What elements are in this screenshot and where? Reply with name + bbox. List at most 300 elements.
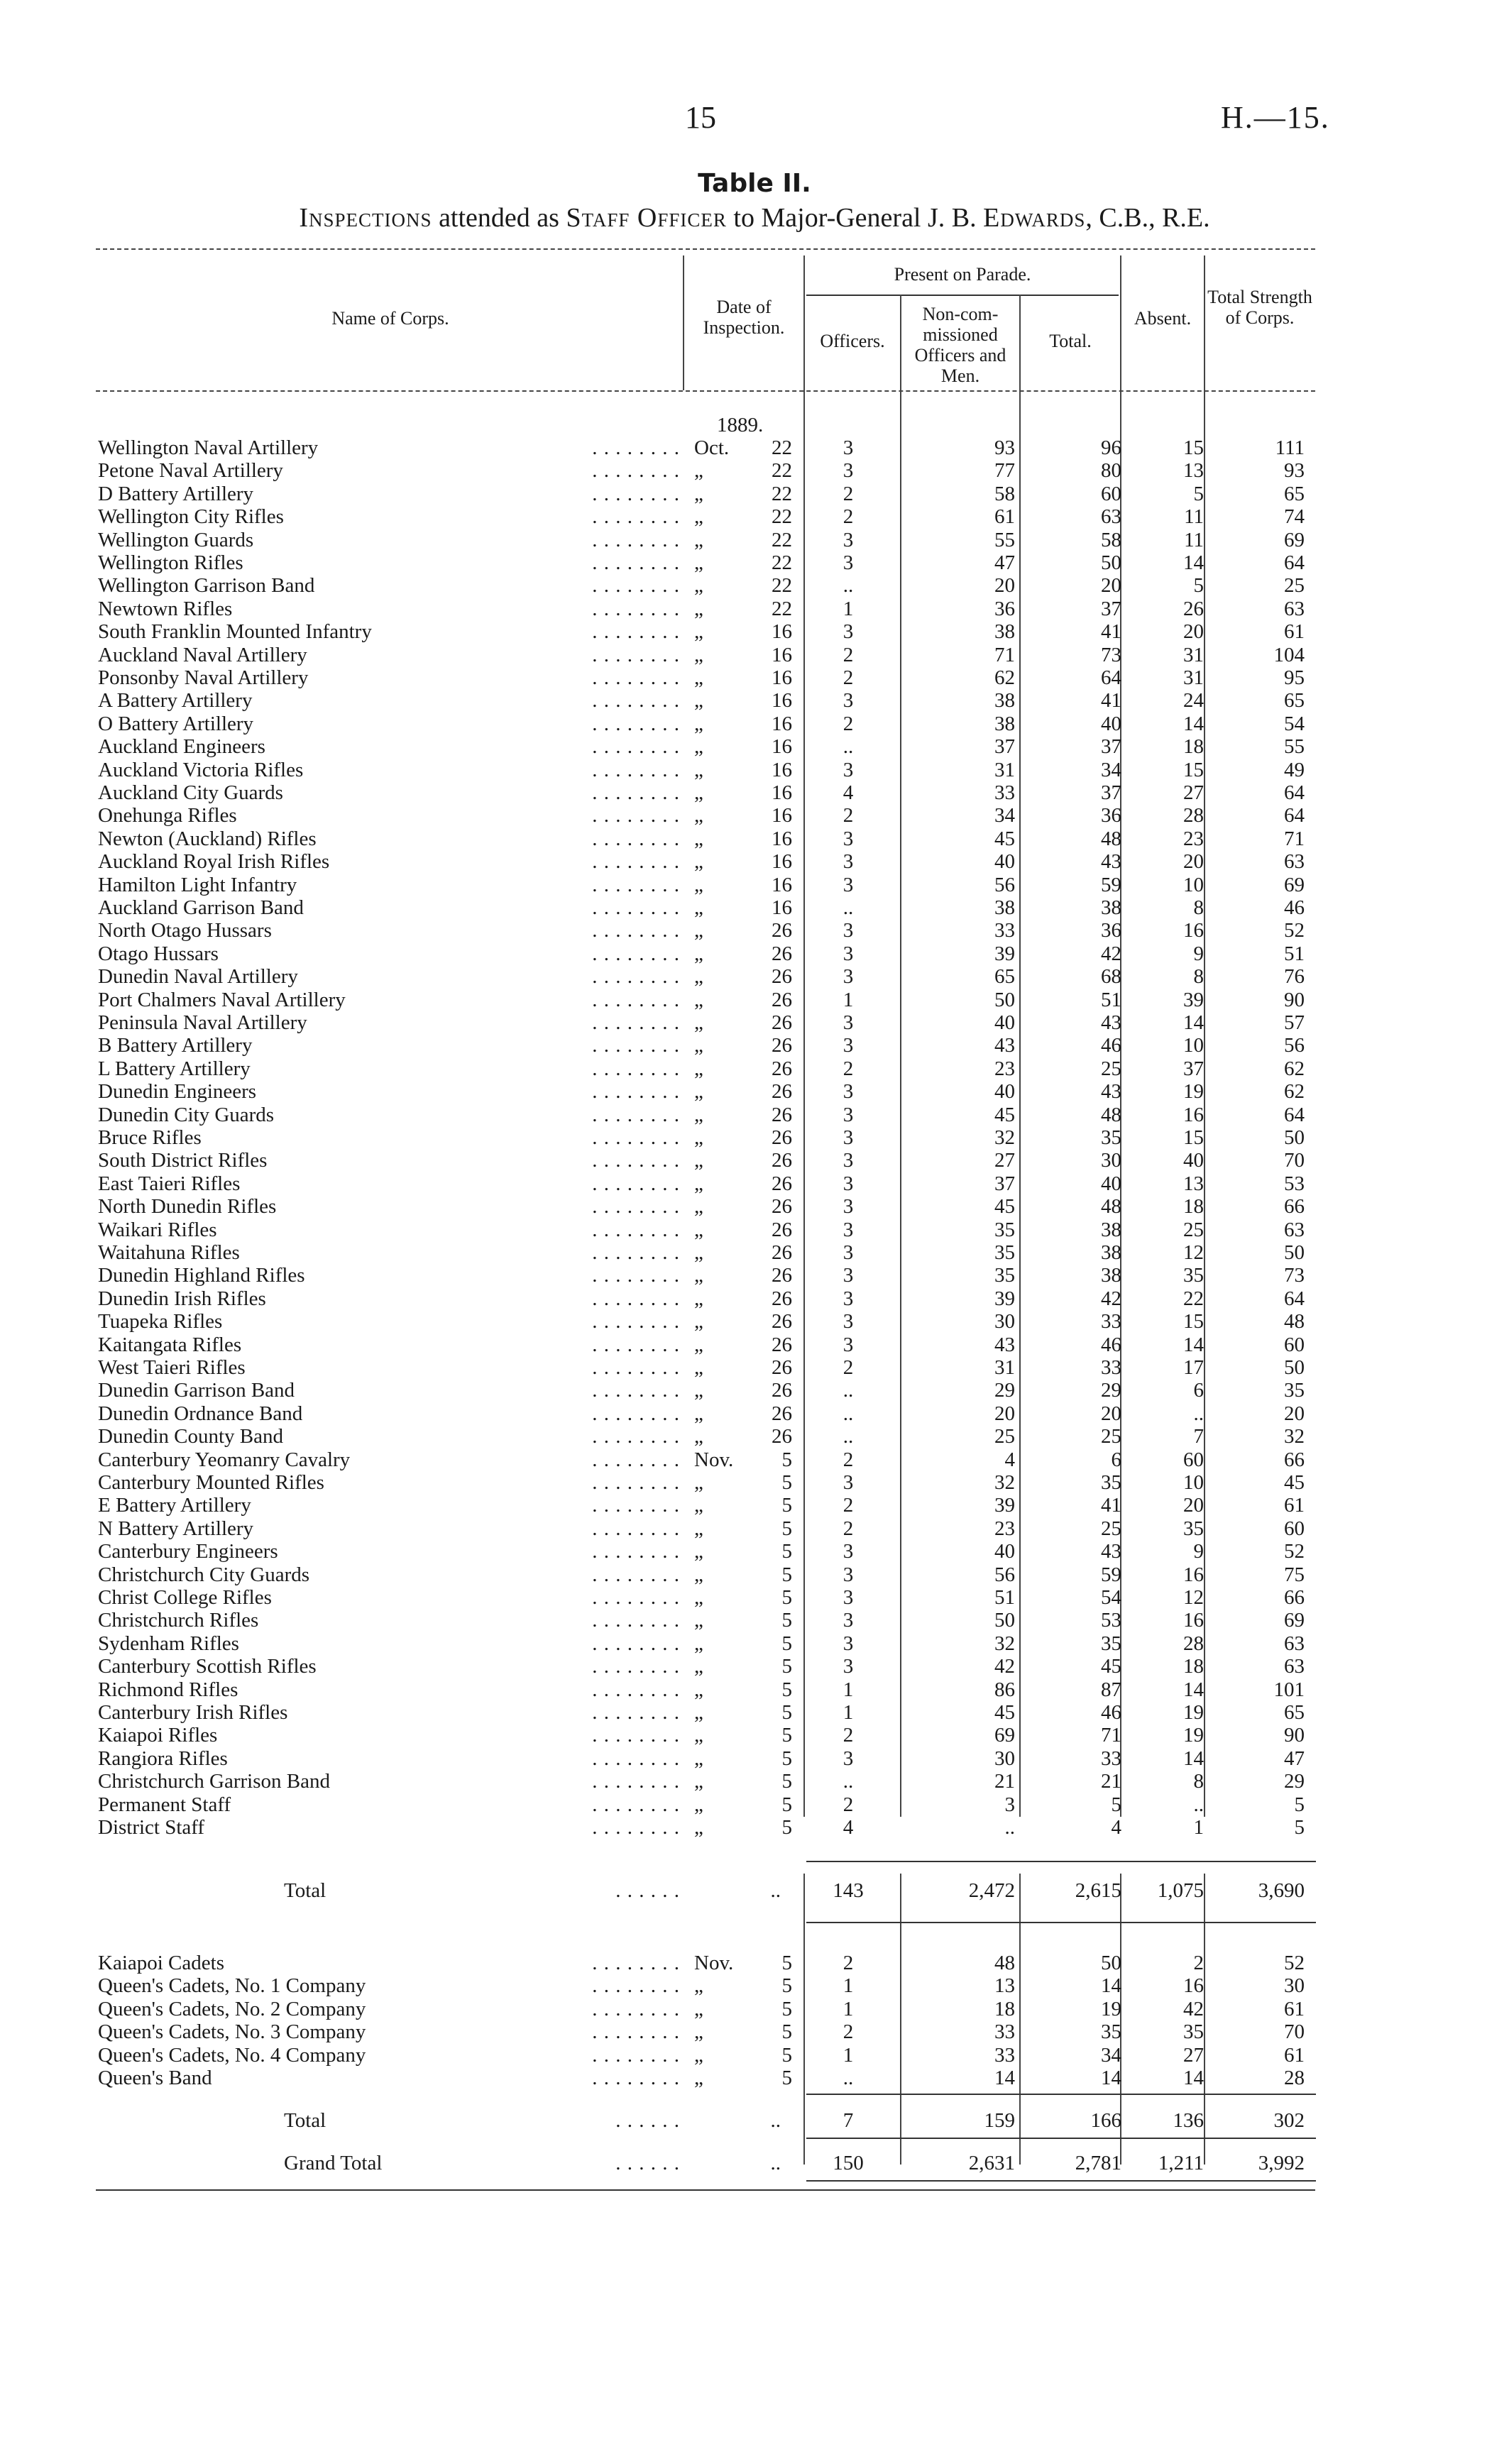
total-value: 58 (1101, 528, 1121, 551)
leader-dots: . . . . . . . . (592, 781, 680, 804)
inspection-day: 16 (772, 827, 792, 850)
absent-value: 40 (1183, 1149, 1204, 1172)
officers-value: 3 (843, 1747, 854, 1770)
strength-value: 46 (1284, 896, 1305, 919)
inspection-day: 26 (772, 1034, 792, 1057)
officers-value: 2 (843, 666, 854, 689)
inspection-day: 16 (772, 758, 792, 781)
officers-value: 3 (843, 1632, 854, 1655)
nco-value: 39 (994, 1494, 1015, 1517)
table-row (0, 1494, 1509, 1517)
total-value: 87 (1101, 1678, 1121, 1701)
corps-name: Permanent Staff (98, 1793, 235, 1816)
total-value: 4 (1111, 1816, 1121, 1839)
nco-value: 21 (994, 1770, 1015, 1793)
officers-value: 3 (843, 1540, 854, 1563)
absent-value: 14 (1183, 712, 1204, 735)
officers-value: 3 (843, 1310, 854, 1333)
table-row (0, 1356, 1509, 1379)
inspection-day: 26 (772, 1356, 792, 1379)
table-row (0, 1701, 1509, 1724)
inspection-day: 5 (781, 1770, 792, 1793)
officers-value: 3 (843, 850, 854, 874)
strength-value: 65 (1284, 1701, 1305, 1724)
absent-value: 26 (1183, 597, 1204, 620)
officers-value: 2 (843, 482, 854, 505)
officers-value: .. (843, 1379, 854, 1402)
absent-value: 17 (1183, 1356, 1204, 1379)
officers-value: 3 (843, 551, 854, 574)
inspection-month: „ (694, 2020, 703, 2044)
inspection-day: 26 (772, 1172, 792, 1195)
header-total: Total. (1049, 331, 1092, 351)
total-date: .. (770, 2109, 781, 2132)
corps-name: D Battery Artillery (98, 483, 258, 505)
corps-name: Auckland Naval Artillery (98, 644, 312, 666)
table-row (0, 1770, 1509, 1793)
strength-value: 101 (1273, 1678, 1305, 1701)
table-row (0, 1104, 1509, 1126)
strength-value: 61 (1284, 1494, 1305, 1517)
table-row (0, 505, 1509, 528)
nco-value: 20 (994, 574, 1015, 598)
absent-value: 18 (1183, 1655, 1204, 1678)
leader-dots: . . . . . . . . (592, 1425, 680, 1448)
strength-value: 95 (1284, 666, 1305, 689)
officers-value: 3 (843, 1034, 854, 1057)
table-row (0, 1793, 1509, 1816)
table-row (0, 919, 1509, 942)
inspection-month: „ (694, 873, 703, 896)
inspection-day: 26 (772, 988, 792, 1011)
subtitle-part: attended as (432, 203, 566, 233)
corps-name: B Battery Artillery (98, 1034, 256, 1057)
absent-value: 12 (1183, 1586, 1204, 1609)
nco-value: 34 (994, 804, 1015, 827)
leader-dots: . . . . . . . . (592, 1195, 680, 1219)
inspection-month: „ (694, 735, 703, 759)
total-value: 2,781 (1075, 2152, 1121, 2174)
inspection-day: 26 (772, 1425, 792, 1448)
total-value: 59 (1101, 1563, 1121, 1586)
total-row (0, 2109, 1509, 2132)
corps-name: Auckland Royal Irish Rifles (98, 850, 334, 873)
absent-value: 28 (1183, 804, 1204, 827)
document-code: H.—15. (1221, 100, 1330, 135)
nco-value: 38 (994, 896, 1015, 919)
corps-name: Dunedin Garrison Band (98, 1379, 299, 1402)
total-value: 73 (1101, 643, 1121, 666)
table-title: Table II. (698, 169, 811, 198)
inspection-month: „ (694, 643, 703, 666)
leader-dots: . . . . . . . . (592, 712, 680, 735)
officers-value: 143 (833, 1879, 864, 1902)
absent-value: 10 (1183, 1471, 1204, 1494)
inspection-day: 5 (781, 2043, 792, 2067)
inspection-month: „ (694, 1747, 703, 1770)
officers-value: .. (843, 574, 854, 598)
inspection-month: „ (694, 1402, 703, 1425)
total-label: Total (284, 2109, 330, 2132)
leader-dots: . . . . . . . . (592, 1494, 680, 1517)
officers-value: 3 (843, 758, 854, 781)
absent-value: 14 (1183, 1011, 1204, 1034)
absent-value: 14 (1183, 2067, 1204, 2089)
inspection-month: „ (694, 1011, 703, 1034)
table-row (0, 1172, 1509, 1195)
strength-value: 63 (1284, 597, 1305, 620)
total-row (0, 1879, 1509, 1902)
corps-name: Dunedin Engineers (98, 1080, 260, 1103)
strength-value: 50 (1284, 1241, 1305, 1264)
strength-value: 63 (1284, 1655, 1305, 1678)
absent-value: 14 (1183, 551, 1204, 574)
corps-name: Canterbury Scottish Rifles (98, 1655, 321, 1678)
nco-value: 3 (1004, 1793, 1015, 1816)
total-value: 21 (1101, 1770, 1121, 1793)
strength-value: 64 (1284, 804, 1305, 827)
inspection-day: 26 (772, 942, 792, 965)
inspection-month: „ (694, 1149, 703, 1172)
inspection-month: „ (694, 1770, 703, 1793)
table-row (0, 1425, 1509, 1448)
absent-value: 6 (1193, 1379, 1204, 1402)
corps-name: Dunedin Naval Artillery (98, 965, 302, 988)
nco-value: 20 (994, 1402, 1015, 1425)
officers-value: 3 (843, 436, 854, 459)
table-row (0, 1952, 1509, 1974)
table-row (0, 1333, 1509, 1356)
nco-value: 36 (994, 597, 1015, 620)
total-label: Grand Total (284, 2152, 386, 2174)
strength-value: 56 (1284, 1034, 1305, 1057)
inspection-day: 26 (772, 1126, 792, 1149)
table-row (0, 1974, 1509, 1997)
nco-value: 43 (994, 1034, 1015, 1057)
leader-dots: . . . . . . . . (592, 1678, 680, 1701)
corps-name: Christchurch City Guards (98, 1563, 314, 1586)
header-officers: Officers. (820, 331, 885, 351)
corps-name: Newton (Auckland) Rifles (98, 827, 321, 850)
nco-value: 32 (994, 1126, 1015, 1149)
inspection-day: 26 (772, 1057, 792, 1080)
table-row (0, 1540, 1509, 1563)
nco-value: 56 (994, 873, 1015, 896)
strength-value: 76 (1284, 965, 1305, 989)
officers-value: 4 (843, 781, 854, 804)
total-value: 71 (1101, 1724, 1121, 1747)
officers-value: 2 (843, 2020, 854, 2044)
nco-value: 33 (994, 919, 1015, 942)
table-row (0, 965, 1509, 988)
inspection-month: „ (694, 942, 703, 965)
strength-value: 69 (1284, 873, 1305, 896)
leader-dots: . . . . . . . . (592, 965, 680, 989)
inspection-month: „ (694, 551, 703, 574)
leader-dots: . . . . . . . . (592, 1172, 680, 1195)
corps-name: Onehunga Rifles (98, 804, 241, 827)
total-value: 20 (1101, 574, 1121, 598)
total-value: 25 (1101, 1517, 1121, 1540)
corps-name: Rangiora Rifles (98, 1747, 232, 1770)
officers-value: 1 (843, 1678, 854, 1701)
inspection-day: 16 (772, 850, 792, 874)
absent-value: 9 (1193, 942, 1204, 965)
table-row (0, 1011, 1509, 1034)
leader-dots: . . . . . . . . (592, 896, 680, 919)
leader-dots: . . . . . . . . (592, 1471, 680, 1494)
absent-value: 16 (1183, 1974, 1204, 1998)
corps-name: Auckland City Guards (98, 781, 287, 804)
table-row (0, 666, 1509, 689)
absent-value: 12 (1183, 1241, 1204, 1264)
absent-value: 42 (1183, 1997, 1204, 2020)
leader-dots: . . . . . . . . (592, 1057, 680, 1080)
total-value: 46 (1101, 1034, 1121, 1057)
total-value: 33 (1101, 1747, 1121, 1770)
leader-dots: . . . . . . . . (592, 1517, 680, 1540)
corps-name: Christchurch Garrison Band (98, 1770, 334, 1793)
leader-dots: . . . . . . . . (592, 2067, 680, 2089)
inspection-month: „ (694, 1974, 703, 1998)
nco-value: 2,472 (968, 1879, 1015, 1902)
nco-value: 71 (994, 643, 1015, 666)
officers-value: 3 (843, 459, 854, 483)
leader-dots: . . . . . . . . (592, 2020, 680, 2044)
total-value: 38 (1101, 896, 1121, 919)
inspection-day: 5 (781, 1997, 792, 2020)
officers-value: 3 (843, 1264, 854, 1287)
table-row (0, 827, 1509, 850)
total-value: 29 (1101, 1379, 1121, 1402)
strength-value: 70 (1284, 2020, 1305, 2044)
inspection-day: 22 (772, 482, 792, 505)
total-value: 34 (1101, 758, 1121, 781)
nco-value: 159 (984, 2109, 1015, 2132)
strength-value: 49 (1284, 758, 1305, 781)
corps-name: Queen's Cadets, No. 3 Company (98, 2020, 370, 2043)
officers-value: 3 (843, 1655, 854, 1678)
absent-value: 20 (1183, 850, 1204, 874)
total-value: 34 (1101, 2043, 1121, 2067)
inspection-day: 16 (772, 804, 792, 827)
column-divider (683, 255, 684, 390)
strength-value: 63 (1284, 1218, 1305, 1241)
inspection-month: „ (694, 2067, 703, 2089)
nco-value: 45 (994, 1195, 1015, 1219)
inspection-day: 26 (772, 1310, 792, 1333)
total-value: 37 (1101, 597, 1121, 620)
nco-value: 4 (1004, 1448, 1015, 1471)
leader-dots: . . . . . . . . (592, 1952, 680, 1974)
total-value: 51 (1101, 988, 1121, 1011)
officers-value: 1 (843, 597, 854, 620)
inspection-day: 5 (781, 1517, 792, 1540)
corps-name: Canterbury Mounted Rifles (98, 1471, 329, 1494)
table-row (0, 896, 1509, 919)
inspection-month: „ (694, 919, 703, 942)
officers-value: 3 (843, 528, 854, 551)
strength-value: 28 (1284, 2067, 1305, 2089)
header-top-rule (96, 248, 1315, 250)
absent-value: 14 (1183, 1678, 1204, 1701)
absent-value: 28 (1183, 1632, 1204, 1655)
corps-name: Hamilton Light Infantry (98, 874, 301, 896)
total-value: 30 (1101, 1149, 1121, 1172)
absent-value: 16 (1183, 1103, 1204, 1126)
inspection-day: 5 (781, 1609, 792, 1632)
absent-value: 2 (1193, 1952, 1204, 1974)
inspection-month: „ (694, 1632, 703, 1655)
table-row (0, 620, 1509, 643)
strength-value: 111 (1275, 436, 1305, 459)
inspection-month: „ (694, 965, 703, 989)
table-row (0, 1747, 1509, 1770)
absent-value: 19 (1183, 1080, 1204, 1104)
total-value: 80 (1101, 459, 1121, 483)
officers-value: 3 (843, 1195, 854, 1219)
officers-value: 2 (843, 1494, 854, 1517)
absent-value: 1,075 (1157, 1879, 1204, 1902)
strength-value: 62 (1284, 1057, 1305, 1080)
inspection-day: 26 (772, 1011, 792, 1034)
table-row (0, 483, 1509, 505)
leader-dots: . . . . . . . . (592, 1379, 680, 1402)
inspection-day: 5 (781, 1632, 792, 1655)
officers-value: 3 (843, 1241, 854, 1264)
officers-value: 2 (843, 712, 854, 735)
leader-dots: . . . . . . . . (592, 919, 680, 942)
corps-name: West Taieri Rifles (98, 1356, 250, 1379)
total-value: 35 (1101, 1471, 1121, 1494)
table-row (0, 1310, 1509, 1333)
officers-value: .. (843, 2067, 854, 2089)
leader-dots: . . . . . . . . (592, 1701, 680, 1724)
inspection-day: 26 (772, 919, 792, 942)
total-value: 5 (1111, 1793, 1121, 1816)
officers-value: 3 (843, 1080, 854, 1104)
absent-value: 5 (1193, 482, 1204, 505)
officers-value: 2 (843, 505, 854, 529)
leader-dots: . . . . . . . . (592, 735, 680, 759)
table-row (0, 1195, 1509, 1218)
officers-value: 1 (843, 1997, 854, 2020)
table-row (0, 804, 1509, 827)
officers-value: 3 (843, 1586, 854, 1609)
total-value: 53 (1101, 1609, 1121, 1632)
strength-value: 52 (1284, 1952, 1305, 1974)
strength-value: 48 (1284, 1310, 1305, 1333)
strength-value: 63 (1284, 850, 1305, 874)
table-row (0, 1448, 1509, 1471)
nco-value: 65 (994, 965, 1015, 989)
strength-value: 54 (1284, 712, 1305, 735)
total-value: 35 (1101, 2020, 1121, 2044)
absent-value: 15 (1183, 758, 1204, 781)
absent-value: 18 (1183, 735, 1204, 759)
absent-value: 11 (1184, 505, 1204, 529)
leader-dots: . . . . . . . . (592, 689, 680, 713)
strength-value: 60 (1284, 1333, 1305, 1356)
subtitle-part: to Major-General J. B. (726, 203, 984, 233)
table-row (0, 2020, 1509, 2043)
leader-dots: . . . . . . . . (592, 1609, 680, 1632)
strength-value: 52 (1284, 919, 1305, 942)
leader-dots: . . . . . . . . (592, 827, 680, 850)
absent-value: 19 (1183, 1724, 1204, 1747)
total-rule (806, 2138, 1316, 2139)
nco-value: 35 (994, 1218, 1015, 1241)
officers-value: 3 (843, 1609, 854, 1632)
corps-name: Queen's Band (98, 2067, 216, 2089)
total-label: Total (284, 1879, 330, 1902)
officers-value: .. (843, 1425, 854, 1448)
table-row (0, 1678, 1509, 1701)
leader-dots: . . . . . . . . (592, 1655, 680, 1678)
officers-value: 7 (843, 2109, 854, 2132)
absent-value: 16 (1183, 919, 1204, 942)
leader-dots: . . . . . . . . (592, 528, 680, 551)
total-value: 36 (1101, 804, 1121, 827)
inspection-day: 26 (772, 1149, 792, 1172)
strength-value: 50 (1284, 1126, 1305, 1149)
nco-value: 47 (994, 551, 1015, 574)
leader-dots: . . . . . . . . (592, 804, 680, 827)
leader-dots: . . . . . . . . (592, 1080, 680, 1104)
absent-value: 136 (1173, 2109, 1204, 2132)
header-present-on-parade: Present on Parade. (894, 264, 1031, 285)
nco-value: 33 (994, 781, 1015, 804)
officers-value: 150 (833, 2152, 864, 2174)
present-rule (806, 295, 1119, 296)
inspection-month: „ (694, 1356, 703, 1379)
absent-value: 31 (1183, 666, 1204, 689)
corps-name: Newtown Rifles (98, 598, 236, 620)
inspection-day: 26 (772, 1241, 792, 1264)
corps-name: O Battery Artillery (98, 713, 258, 735)
officers-value: 2 (843, 1952, 854, 1974)
absent-value: 8 (1193, 965, 1204, 989)
table-row (0, 1517, 1509, 1540)
nco-value: 42 (994, 1655, 1015, 1678)
table-row (0, 850, 1509, 873)
corps-name: Dunedin Highland Rifles (98, 1264, 309, 1287)
inspection-month: „ (694, 1563, 703, 1586)
inspection-month: „ (694, 574, 703, 598)
nco-value: 55 (994, 528, 1015, 551)
corps-name: Dunedin City Guards (98, 1104, 278, 1126)
corps-name: Sydenham Rifles (98, 1632, 243, 1655)
corps-name: Dunedin County Band (98, 1425, 287, 1448)
header-nco-and-men: Non-com-missioned Officers and Men. (914, 304, 1006, 386)
leader-dots: . . . . . . . . (592, 1586, 680, 1609)
nco-value: 38 (994, 689, 1015, 713)
total-value: 63 (1101, 505, 1121, 529)
inspection-day: 16 (772, 712, 792, 735)
inspection-month: „ (694, 781, 703, 804)
inspection-month: „ (694, 1701, 703, 1724)
inspection-day: 5 (781, 1678, 792, 1701)
inspection-month: Nov. (694, 1952, 734, 1974)
strength-value: 61 (1284, 620, 1305, 644)
strength-value: 32 (1284, 1425, 1305, 1448)
inspection-day: 16 (772, 735, 792, 759)
table-row (0, 574, 1509, 597)
corps-name: Canterbury Engineers (98, 1540, 282, 1563)
table-row (0, 1471, 1509, 1494)
leader-dots: . . . . . . . . (592, 942, 680, 965)
strength-value: 60 (1284, 1517, 1305, 1540)
